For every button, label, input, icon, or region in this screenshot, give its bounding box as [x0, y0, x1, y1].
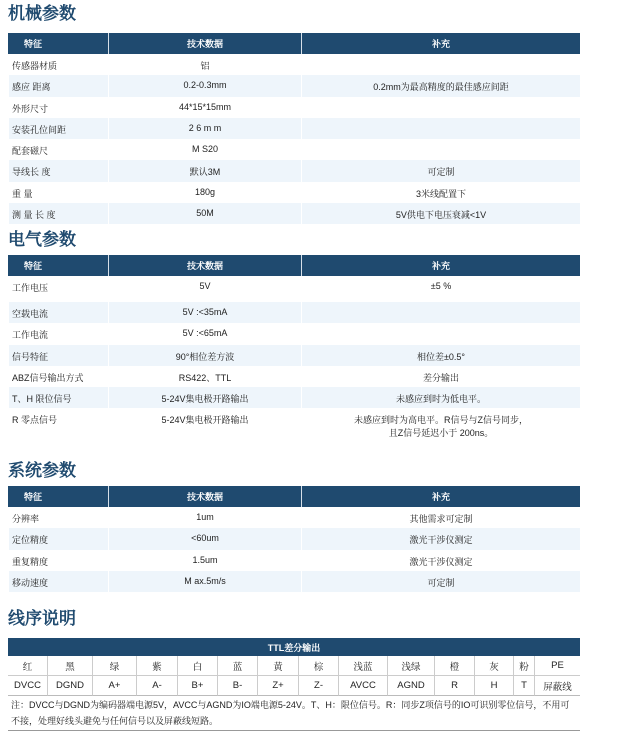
wire-color-cell: 蓝 — [217, 656, 257, 676]
wire-color-cell: 白 — [177, 656, 217, 676]
spec-cell: 5V — [108, 276, 301, 302]
wire-signal-row — [8, 676, 580, 696]
wire-signal-cell: AGND — [387, 676, 434, 696]
spec-cell: <60um — [108, 528, 301, 549]
note-cell: 5V供电下电压衰减<1V — [301, 203, 580, 224]
wire-color-cell: 红 — [8, 656, 47, 676]
spec-cell: 5-24V集电极开路输出 — [108, 387, 301, 408]
spec-cell: 5-24V集电极开路输出 — [108, 408, 301, 439]
spec-cell: 5V :<35mA — [108, 302, 301, 323]
feature-cell: 安装孔位间距 — [8, 118, 108, 139]
wire-color-cell: 紫 — [136, 656, 177, 676]
spec-cell: 90°相位差方波 — [108, 345, 301, 366]
spec-cell: 铝 — [108, 54, 301, 75]
wire-color-row — [8, 656, 580, 676]
wire-signal-cell: DGND — [47, 676, 92, 696]
wire-color-cell: 绿 — [92, 656, 136, 676]
wire-color-cell: 黄 — [257, 656, 298, 676]
table-row — [8, 54, 580, 75]
wiring-table — [8, 638, 580, 696]
table-row — [8, 75, 580, 96]
column-header: 技术数据 — [108, 486, 301, 507]
feature-cell: 测 量 长 度 — [8, 203, 108, 224]
wire-color-cell: 浅绿 — [387, 656, 434, 676]
feature-cell: 移动速度 — [8, 571, 108, 592]
feature-cell: 分辨率 — [8, 507, 108, 528]
column-header: 技术数据 — [108, 33, 301, 54]
wire-signal-cell: Z- — [298, 676, 338, 696]
table-row — [8, 571, 580, 592]
wiring-section — [8, 607, 580, 731]
note-cell: 激光干涉仪测定 — [301, 528, 580, 549]
column-header: 补充 — [301, 255, 580, 276]
column-header: 补充 — [301, 33, 580, 54]
header-row — [8, 255, 580, 276]
spec-cell: 2 6 m m — [108, 118, 301, 139]
spec-cell: 180g — [108, 182, 301, 203]
table-row — [8, 182, 580, 203]
note-cell: 其他需求可定制 — [301, 507, 580, 528]
wire-signal-cell: A+ — [92, 676, 136, 696]
wire-signal-cell: Z+ — [257, 676, 298, 696]
note-cell: 未感应到时为高电平。R信号与Z信号同步， 且Z信号延迟小于 200ns。 — [301, 408, 580, 439]
note-cell — [301, 139, 580, 160]
wiring-note: 注：DVCC与DGND为编码器端电源5V，AVCC与AGND为IO端电源5-24V。T、H：限位信号。R：同步Z项信号的IO可识别零位信号，不用可不接，处理好线头避免与任何信号以及屏蔽线短路。 — [8, 696, 580, 731]
table-row — [8, 528, 580, 549]
note-cell: 可定制 — [301, 160, 580, 181]
table-row — [8, 366, 580, 387]
table-row — [8, 408, 580, 439]
note-cell: ±5 % — [301, 276, 580, 302]
wire-signal-cell: A- — [136, 676, 177, 696]
feature-cell: 配套磁尺 — [8, 139, 108, 160]
feature-cell: 工作电压 — [8, 276, 108, 302]
note-cell — [301, 302, 580, 323]
electrical-table — [8, 255, 580, 439]
note-cell — [301, 54, 580, 75]
spec-cell: 1.5um — [108, 550, 301, 571]
table-row — [8, 160, 580, 181]
wire-color-cell: 浅蓝 — [338, 656, 387, 676]
feature-cell: 重复精度 — [8, 550, 108, 571]
note-cell: 激光干涉仪测定 — [301, 550, 580, 571]
table-row — [8, 97, 580, 118]
feature-cell: 定位精度 — [8, 528, 108, 549]
spec-cell: 5V :<65mA — [108, 323, 301, 344]
feature-cell: 重 量 — [8, 182, 108, 203]
wire-signal-cell: AVCC — [338, 676, 387, 696]
mechanical-table — [8, 33, 580, 224]
mechanical-section — [8, 2, 580, 224]
feature-cell: T、H 限位信号 — [8, 387, 108, 408]
feature-cell: R 零点信号 — [8, 408, 108, 439]
wire-color-cell: 灰 — [474, 656, 513, 676]
note-cell: 相位差±0.5° — [301, 345, 580, 366]
feature-cell: 信号特征 — [8, 345, 108, 366]
table-row — [8, 276, 580, 302]
section-title: 机械参数 — [8, 4, 76, 23]
spec-cell: RS422、TTL — [108, 366, 301, 387]
column-header: 技术数据 — [108, 255, 301, 276]
spec-cell: 1um — [108, 507, 301, 528]
note-cell: 可定制 — [301, 571, 580, 592]
system-section — [8, 459, 580, 592]
table-row — [8, 118, 580, 139]
wire-signal-cell: T — [513, 676, 534, 696]
electrical-section — [8, 228, 580, 439]
wire-color-cell: 橙 — [434, 656, 474, 676]
wire-color-cell: PE — [534, 656, 580, 676]
feature-cell: 外形尺寸 — [8, 97, 108, 118]
spec-cell: 50M — [108, 203, 301, 224]
column-header: 特征 — [8, 486, 108, 507]
wire-signal-cell: B+ — [177, 676, 217, 696]
wire-signal-cell: R — [434, 676, 474, 696]
feature-cell: 感应 距离 — [8, 75, 108, 96]
table-row — [8, 550, 580, 571]
system-table — [8, 486, 580, 592]
spec-cell: 默认3M — [108, 160, 301, 181]
spec-cell: 44*15*15mm — [108, 97, 301, 118]
note-cell: 未感应到时为低电平。 — [301, 387, 580, 408]
wiring-header: TTL差分输出 — [8, 638, 580, 656]
feature-cell: 空载电流 — [8, 302, 108, 323]
note-cell: 3米线配置下 — [301, 182, 580, 203]
note-cell — [301, 97, 580, 118]
column-header: 特征 — [8, 33, 108, 54]
wire-signal-cell: DVCC — [8, 676, 47, 696]
note-cell — [301, 323, 580, 344]
wire-signal-cell: B- — [217, 676, 257, 696]
table-row — [8, 387, 580, 408]
table-row — [8, 302, 580, 323]
spec-cell: M ax.5m/s — [108, 571, 301, 592]
column-header: 补充 — [301, 486, 580, 507]
table-row — [8, 507, 580, 528]
table-row — [8, 139, 580, 160]
spec-cell: 0.2-0.3mm — [108, 75, 301, 96]
feature-cell: 传感器材质 — [8, 54, 108, 75]
wire-signal-cell: 屏蔽线 — [534, 676, 580, 696]
feature-cell: 导线长 度 — [8, 160, 108, 181]
wire-color-cell: 黑 — [47, 656, 92, 676]
section-title: 线序说明 — [8, 609, 76, 628]
spec-cell: M S20 — [108, 139, 301, 160]
note-cell: 0.2mm为最高精度的最佳感应间距 — [301, 75, 580, 96]
note-cell: 差分输出 — [301, 366, 580, 387]
feature-cell: 工作电流 — [8, 323, 108, 344]
header-row — [8, 486, 580, 507]
table-row — [8, 345, 580, 366]
section-title: 电气参数 — [8, 230, 76, 249]
wire-color-cell: 粉 — [513, 656, 534, 676]
header-row — [8, 33, 580, 54]
note-cell — [301, 118, 580, 139]
section-title: 系统参数 — [8, 461, 76, 480]
table-row — [8, 323, 580, 344]
table-row — [8, 203, 580, 224]
wire-signal-cell: H — [474, 676, 513, 696]
column-header: 特征 — [8, 255, 108, 276]
feature-cell: ABZ信号输出方式 — [8, 366, 108, 387]
wire-color-cell: 棕 — [298, 656, 338, 676]
